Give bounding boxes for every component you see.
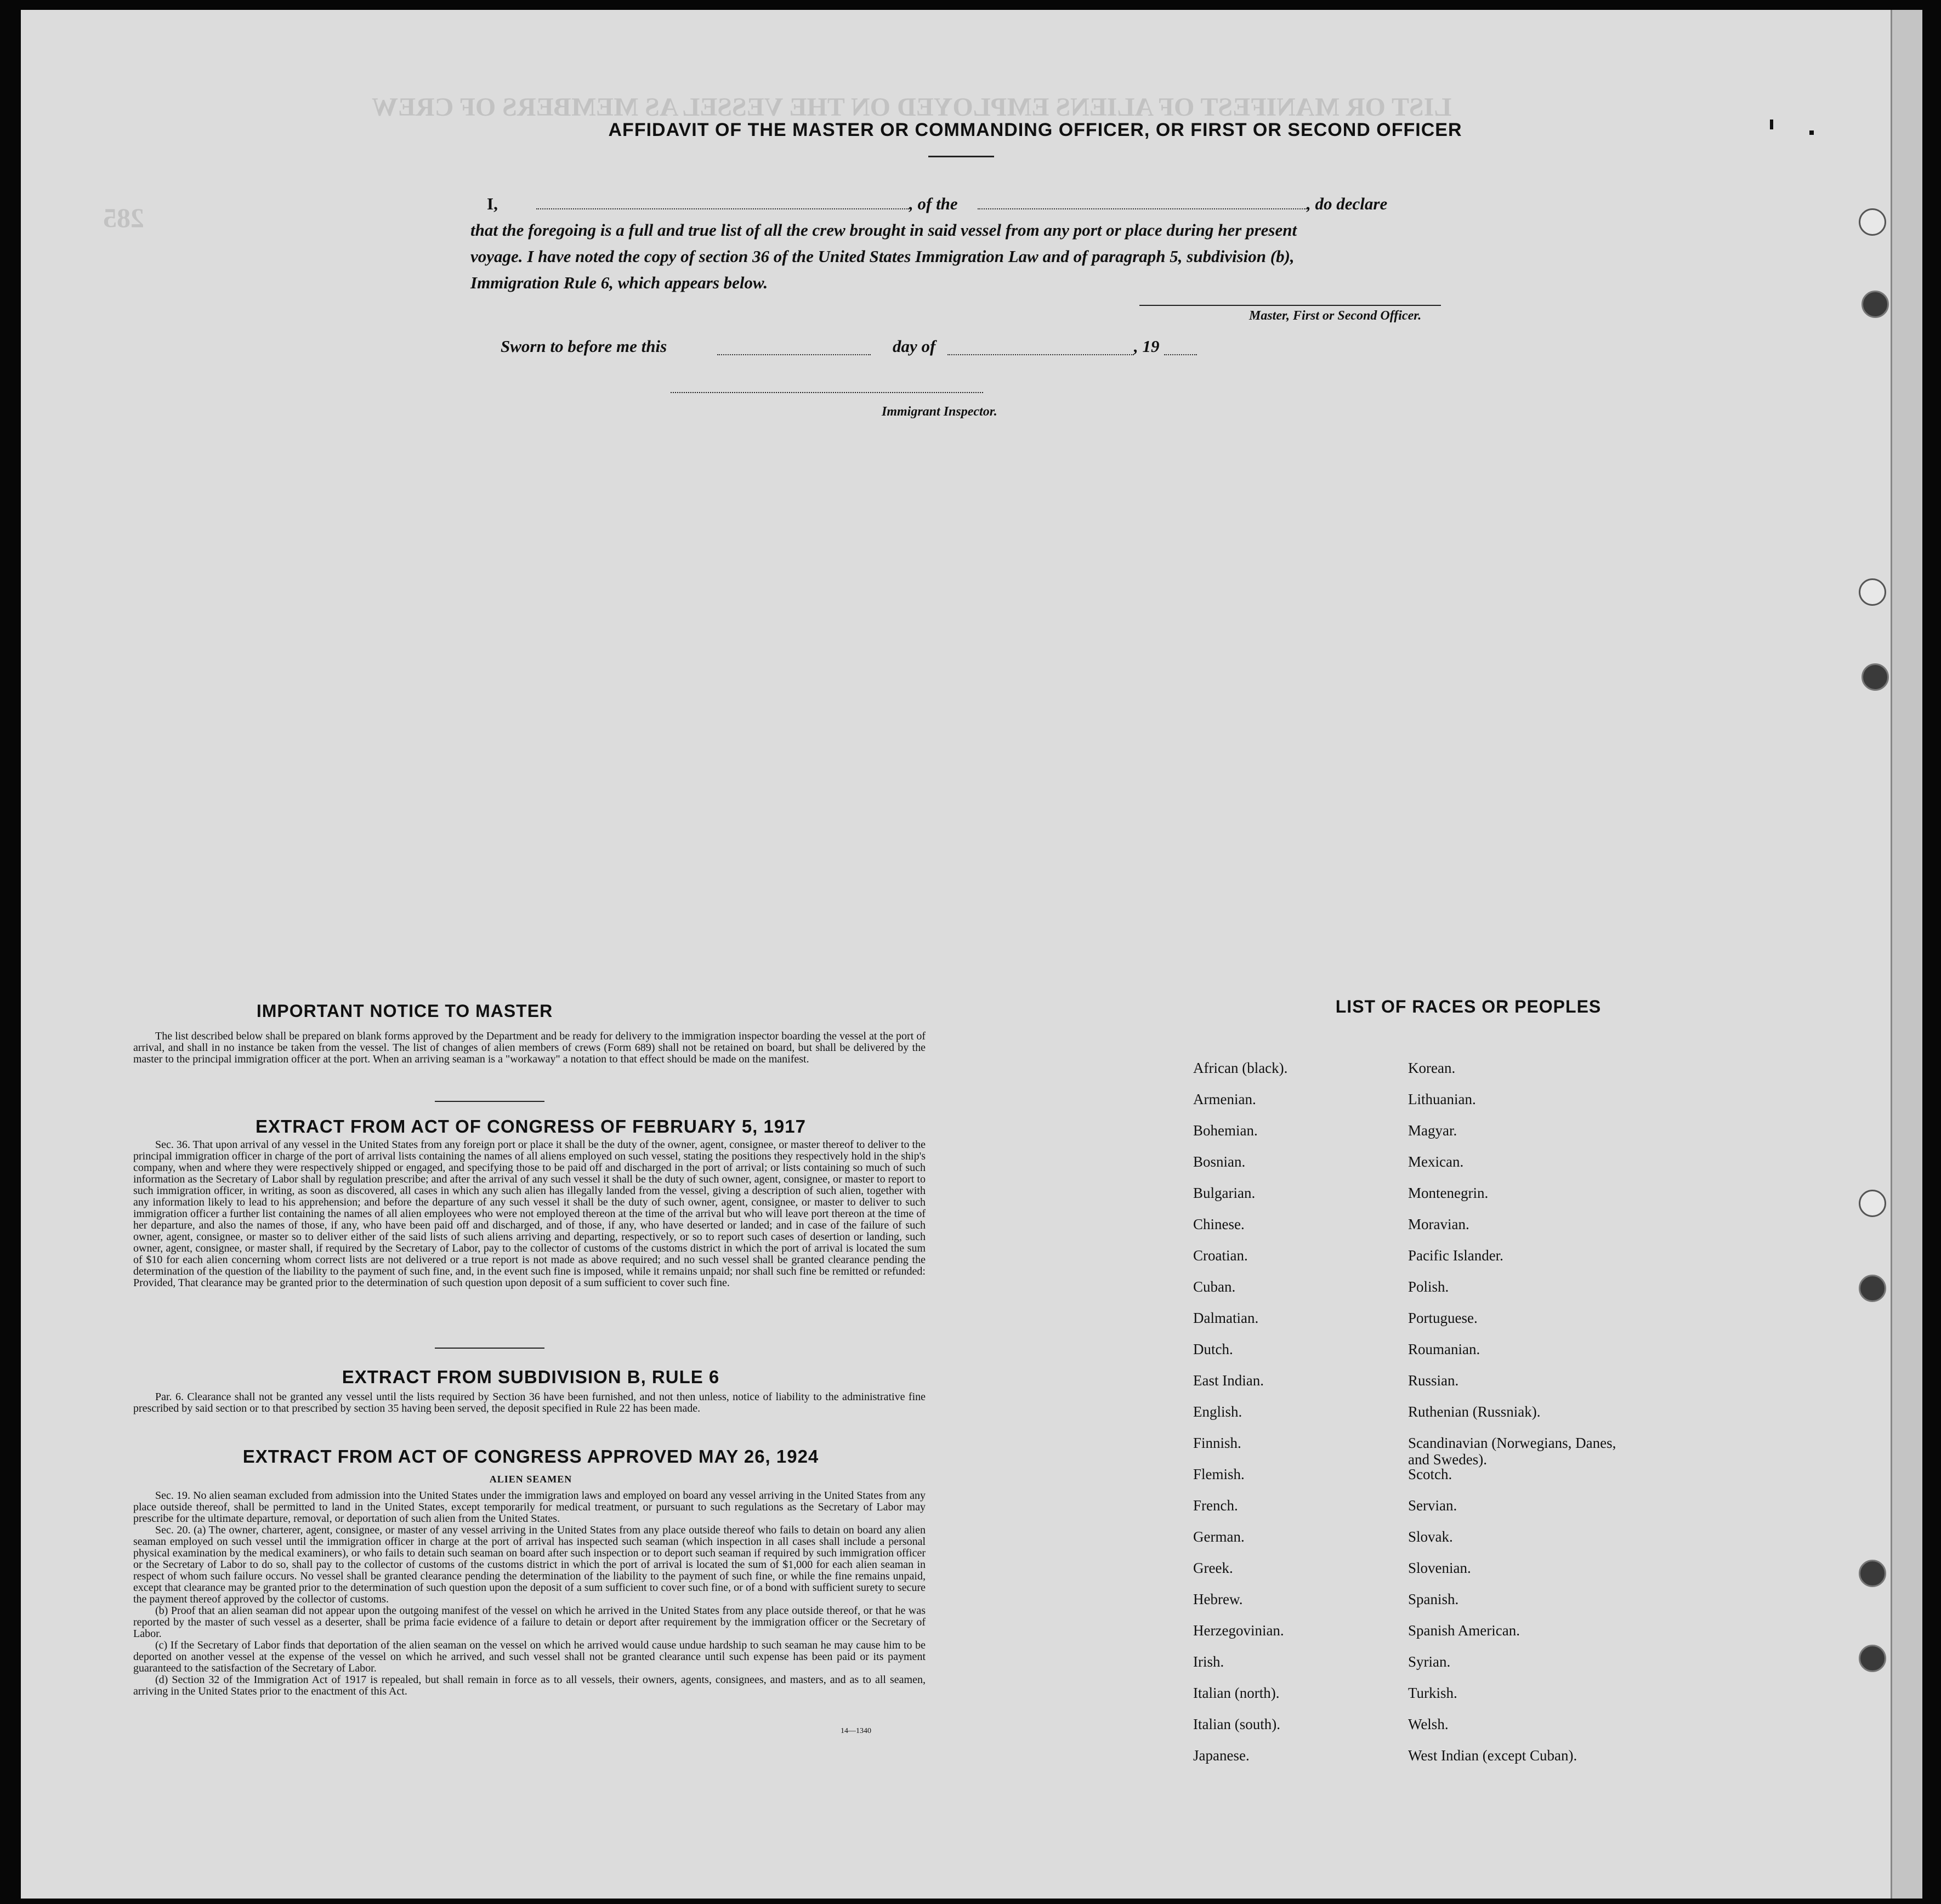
race-item: Scandinavian (Norwegians, Danes, and Swedes). <box>1408 1435 1616 1468</box>
binding-strip <box>1891 10 1922 1899</box>
vessel-name-field[interactable] <box>978 208 1307 209</box>
race-item: Korean. <box>1408 1060 1456 1076</box>
sworn-year-field[interactable] <box>1164 354 1197 355</box>
race-item: Pacific Islander. <box>1408 1247 1503 1264</box>
binder-hole <box>1859 1645 1886 1672</box>
race-item: Servian. <box>1408 1497 1457 1514</box>
race-item: Spanish. <box>1408 1591 1459 1607</box>
race-item: Lithuanian. <box>1408 1091 1476 1107</box>
affidavit-of-the: , of the <box>909 194 958 213</box>
race-item: African (black). <box>1193 1060 1288 1076</box>
affidavit-declaration <box>470 191 1512 296</box>
binder-hole <box>1859 1190 1886 1217</box>
binder-hole <box>1859 578 1886 606</box>
notice-title: IMPORTANT NOTICE TO MASTER <box>256 1001 553 1021</box>
race-item: Bulgarian. <box>1193 1185 1256 1201</box>
binder-hole <box>1859 208 1886 236</box>
race-item: East Indian. <box>1193 1372 1264 1389</box>
race-item: Montenegrin. <box>1408 1185 1489 1201</box>
affidavit-line-2: voyage. I have noted the copy of section 36 of the United States Immigration Law and of paragraph 5, subdivision (b), <box>470 247 1295 266</box>
race-item: Dalmatian. <box>1193 1310 1259 1326</box>
race-item: Bosnian. <box>1193 1153 1246 1170</box>
race-item: German. <box>1193 1528 1245 1545</box>
race-item: Turkish. <box>1408 1685 1457 1701</box>
inspector-signature-line[interactable] <box>671 392 983 393</box>
affidavit-line-3: Immigration Rule 6, which appears below. <box>470 273 768 292</box>
binder-hole <box>1861 291 1889 318</box>
sworn-day-field[interactable] <box>717 354 871 355</box>
extract-1924-paragraph: (c) If the Secretary of Labor finds that deportation of the alien seaman on the vessel on which he arrived would cause undue hardship to such seaman he may cause him to be deported on another vessel at the expense of the vessel on which he arrived, and such vessel shall not be granted clearance until such expense has been paid or its payment guaranteed to the satisfaction of the Secretary of Labor. <box>133 1639 926 1674</box>
race-item: Flemish. <box>1193 1466 1245 1482</box>
race-item: Herzegovinian. <box>1193 1622 1284 1639</box>
race-item: Hebrew. <box>1193 1591 1243 1607</box>
race-item: Armenian. <box>1193 1091 1256 1107</box>
affidavit-title: AFFIDAVIT OF THE MASTER OR COMMANDING OFFICER, OR FIRST OR SECOND OFFICER <box>608 120 1462 140</box>
affidavit-i: I, <box>487 194 498 213</box>
race-item: Moravian. <box>1408 1216 1469 1232</box>
races-left-column <box>1193 1060 1401 1778</box>
notice-rule <box>435 1101 544 1102</box>
extract-1924-paragraph: (b) Proof that an alien seaman did not appear upon the outgoing manifest of the vessel on which he arrived in the United States from any place outside thereof, or that he was reported by the master of such vessel as a deserter, shall be prima facie evidence of a failure to detain or deport after requirement by the immigration officer or the Secretary of Labor. <box>133 1605 926 1640</box>
race-item: Dutch. <box>1193 1341 1233 1357</box>
race-item: Greek. <box>1193 1560 1233 1576</box>
race-item: Spanish American. <box>1408 1622 1520 1639</box>
master-signature-line[interactable] <box>1139 305 1441 306</box>
extract-1924-paragraph: Sec. 20. (a) The owner, charterer, agent, consignee, or master of any vessel arriving in the United States from any place outside thereof who fails to detain on board any alien seaman employed on such vessel until the immigration officer in charge at the port of arrival has inspected such seaman (which inspection in all cases shall include a personal physical examination by the medical examiners), or who fails to detain such seaman on board after such inspection or to deport such seaman if required by such immigration officer or the Secretary of Labor to do so, shall pay to the collector of customs of the customs district in which the port of arrival is located the sum of $1,000 for each alien seaman in respect of whom such failure occurs. No vessel shall be granted clearance pending the determination of the liability to the payment of such fine, or while the fine remains unpaid, except that clearance may be granted prior to the determination of such question upon the deposit of a sum sufficient to cover such fine, or of a bond with sufficient surety to secure the payment thereof approved by the collector of customs. <box>133 1524 926 1605</box>
extract-1924-title: EXTRACT FROM ACT OF CONGRESS APPROVED MAY 26, 1924 <box>242 1446 819 1467</box>
race-item: Japanese. <box>1193 1747 1250 1764</box>
races-title: LIST OF RACES OR PEOPLES <box>1335 997 1602 1016</box>
race-item: Cuban. <box>1193 1278 1236 1295</box>
binder-hole <box>1859 1275 1886 1302</box>
race-item: French. <box>1193 1497 1238 1514</box>
document-page <box>21 10 1891 1899</box>
binder-hole <box>1859 1560 1886 1587</box>
race-item: Finnish. <box>1193 1435 1241 1451</box>
ink-mark <box>1770 120 1773 129</box>
inspector-caption: Immigrant Inspector. <box>882 405 997 419</box>
race-item: Mexican. <box>1408 1153 1464 1170</box>
extract-1924-body <box>133 1490 926 1697</box>
affidavit-title-rule <box>928 156 994 157</box>
officer-name-field[interactable] <box>536 208 909 209</box>
extract-1924-paragraph: Sec. 19. No alien seaman excluded from admission into the United States under the immigration laws and employed on board any vessel arriving in the United States from any place outside thereof, shall be permitted to land in the United States, except temporarily for medical treatment, or pursuant to such regulations as the Secretary of Labor may prescribe for the ultimate departure, removal, or deportation of such alien from the United States. <box>133 1490 926 1525</box>
race-item: West Indian (except Cuban). <box>1408 1747 1577 1764</box>
form-number: 14—1340 <box>841 1727 871 1735</box>
sworn-month-field[interactable] <box>947 354 1134 355</box>
race-item: Portuguese. <box>1408 1310 1478 1326</box>
extract-1924-subtitle: ALIEN SEAMEN <box>489 1474 572 1485</box>
race-item: Chinese. <box>1193 1216 1245 1232</box>
ink-mark <box>1809 130 1814 135</box>
extract-1917-text: Sec. 36. That upon arrival of any vessel in the United States from any foreign port or place it shall be the duty of the owner, agent, consignee, or master thereof to deliver to the principal immigration officer in charge of the port of arrival lists containing the names of all aliens employed on such vessel, stating the positions they respectively hold in the ship's company, when and where they were respectively shipped or engaged, and specifying those to be paid off and discharged in the port of arrival; or lists containing so much of such information as the Secretary of Labor shall by regulation prescribe; and after the arrival of any such vessel it shall be the duty of such owner, agent, consignee, or master to report to such immigration officer, in writing, as soon as discovered, all cases in which any such alien has illegally landed from the vessel, giving a description of such alien, together with any information likely to lead to his apprehension; and before the departure of any such vessel it shall be the duty of such owner, agent, consignee, or master to deliver to such immigration officer a further list containing the names of all alien employees who were not employed thereon at the time of the arrival but who will leave port thereon at the time of her departure, and also the names of those, if any, who have been paid off and discharged, and of those, if any, who have deserted or landed; and in case of the failure of such owner, agent, consignee, or master so to deliver either of the said lists of such aliens arriving and departing, respectively, or so to report such cases of desertion or landing, such owner, agent, consignee, or master shall, if required by the Secretary of Labor, pay to the collector of customs of the customs district in which the port of arrival is located the sum of $10 for each alien concerning whom correct lists are not delivered or a true report is not made as above required; and no such vessel shall be granted clearance pending the determination of the question of the liability to the payment of such fine, and, in the event such fine is imposed, while it remains unpaid; nor shall such fine be remitted or refunded: Provided, That clearance may be granted prior to the determination of such question upon deposit of a sum sufficient to cover such fine. <box>133 1139 926 1289</box>
binder-hole <box>1861 663 1889 691</box>
race-item: Welsh. <box>1408 1716 1449 1732</box>
subdivision-b-title: EXTRACT FROM SUBDIVISION B, RULE 6 <box>342 1367 720 1387</box>
race-item: Slovak. <box>1408 1528 1453 1545</box>
affidavit-line-1: that the foregoing is a full and true list of all the crew brought in said vessel from any port or place during her present <box>470 220 1297 240</box>
notice-text: The list described below shall be prepared on blank forms approved by the Department and be ready for delivery to the immigration inspector boarding the vessel at the port of arrival, and shall in no instance be taken from the vessel. The list of changes of alien members of crews (Form 689) shall not be retained on board, but shall be delivered by the master to the principal immigration officer at the port. When an arriving seaman is a "workaway" a notation to that effect should be made on the manifest. <box>133 1030 926 1065</box>
extract-1924-paragraph: (d) Section 32 of the Immigration Act of 1917 is repealed, but shall remain in force as to all vessels, their owners, agents, consignees, and masters, and as to all seamen, arriving in the United States prior to the enactment of this Act. <box>133 1674 926 1697</box>
subdivision-b-text: Par. 6. Clearance shall not be granted any vessel until the lists required by Section 36 have been furnished, and not then unless, notice of liability to the administrative fine prescribed by said section or to that prescribed by section 35 having been served, the deposit specified in Rule 22 has been made. <box>133 1391 926 1414</box>
extract-1917-title: EXTRACT FROM ACT OF CONGRESS OF FEBRUARY 5, 1917 <box>256 1116 806 1136</box>
race-item: Croatian. <box>1193 1247 1248 1264</box>
race-item: Russian. <box>1408 1372 1459 1389</box>
race-item: Magyar. <box>1408 1122 1457 1139</box>
race-item: Polish. <box>1408 1278 1449 1295</box>
race-item: Bohemian. <box>1193 1122 1258 1139</box>
race-item: English. <box>1193 1403 1242 1420</box>
bleedthrough-page-number: 285 <box>103 202 144 233</box>
extract-1917-rule <box>435 1348 544 1349</box>
race-item: Slovenian. <box>1408 1560 1471 1576</box>
race-item: Syrian. <box>1408 1653 1451 1670</box>
sworn-line <box>501 337 1213 359</box>
sworn-text: Sworn to before me this <box>501 337 667 356</box>
affidavit-do-declare: , do declare <box>1307 194 1388 213</box>
sworn-day-of: day of <box>893 337 936 356</box>
race-item: Roumanian. <box>1408 1341 1480 1357</box>
master-signature-caption: Master, First or Second Officer. <box>1249 309 1422 323</box>
race-item: Ruthenian (Russniak). <box>1408 1403 1541 1420</box>
race-item: Italian (south). <box>1193 1716 1280 1732</box>
race-item: Irish. <box>1193 1653 1224 1670</box>
race-item: Scotch. <box>1408 1466 1452 1482</box>
races-right-column <box>1408 1060 1638 1778</box>
race-item: Italian (north). <box>1193 1685 1280 1701</box>
sworn-year: , 19 <box>1134 337 1160 356</box>
bleedthrough-title: LIST OR MANIFEST OF ALIENS EMPLOYED ON THE VESSEL AS MEMBERS OF CREW <box>372 93 1452 122</box>
